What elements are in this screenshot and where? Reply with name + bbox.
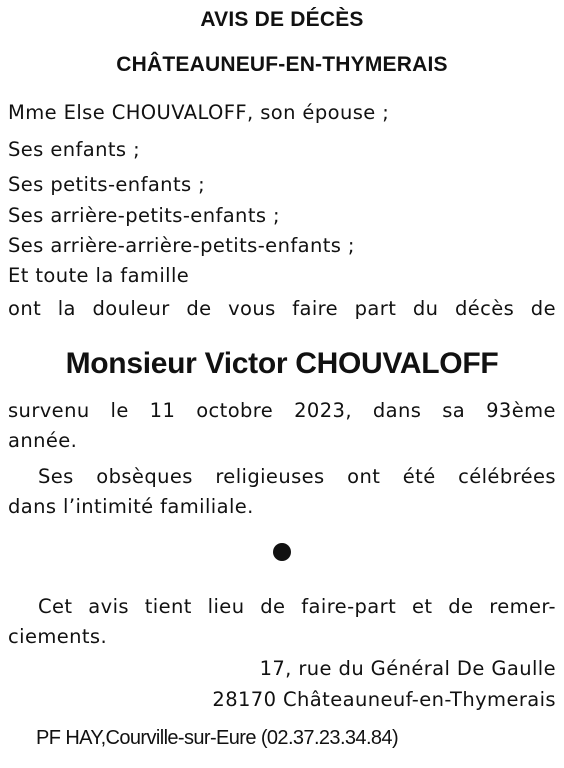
thanks-word: de <box>448 595 474 618</box>
thanks-word: faire-part <box>301 595 397 618</box>
thanks-end-line: ciements. <box>8 625 108 648</box>
separator-dot <box>273 543 291 561</box>
announcement-word: part <box>354 297 397 320</box>
announcement-word: de <box>530 297 556 320</box>
family-line-whole-family: Et toute la famille <box>8 264 190 287</box>
announcement-line <box>8 299 556 319</box>
address-city: 28170 Châteauneuf-en-Thymerais <box>212 688 556 711</box>
death-date-line <box>8 401 556 421</box>
announcement-word: la <box>57 297 76 320</box>
family-line-great-great-grandchildren: Ses arrière-arrière-petits-enfants ; <box>8 234 355 257</box>
death-date-word: 11 <box>149 399 176 422</box>
death-date-word: sa <box>442 399 466 422</box>
funeral-word: obsèques <box>96 465 193 488</box>
death-date-word: survenu <box>8 399 90 422</box>
funeral-word: été <box>402 465 436 488</box>
funeral-word: Ses <box>38 465 74 488</box>
notice-title: AVIS DE DÉCÈS <box>200 8 364 31</box>
announcement-word: décès <box>454 297 515 320</box>
thanks-word: remer- <box>489 595 556 618</box>
announcement-word: du <box>412 297 439 320</box>
family-line-children: Ses enfants ; <box>8 138 141 161</box>
funeral-word: religieuses <box>215 465 325 488</box>
announcement-word: douleur <box>92 297 170 320</box>
funeral-privacy-line: dans l’intimité familiale. <box>8 495 254 518</box>
thanks-word: Cet <box>38 595 73 618</box>
age-line: année. <box>8 429 78 452</box>
announcement-word: faire <box>292 297 339 320</box>
notice-town: CHÂTEAUNEUF-EN-THYMERAIS <box>116 53 448 76</box>
thanks-word: de <box>260 595 286 618</box>
funeral-home-contact: PF HAY,Courville-sur-Eure (02.37.23.34.84) <box>36 727 399 749</box>
thanks-word: lieu <box>207 595 245 618</box>
death-date-word: 93ème <box>486 399 556 422</box>
death-date-word: 2023, <box>294 399 352 422</box>
thanks-word: tient <box>144 595 192 618</box>
death-date-word: le <box>110 399 129 422</box>
announcement-word: de <box>186 297 212 320</box>
thanks-word: avis <box>88 595 129 618</box>
death-date-word: dans <box>372 399 422 422</box>
thanks-line <box>38 597 556 617</box>
announcement-word: vous <box>228 297 276 320</box>
thanks-word: et <box>411 595 433 618</box>
funeral-word: ont <box>347 465 381 488</box>
deceased-name: Monsieur Victor CHOUVALOFF <box>65 347 499 380</box>
address-street: 17, rue du Général De Gaulle <box>259 657 556 680</box>
family-line-grandchildren: Ses petits-enfants ; <box>8 173 206 196</box>
family-line-spouse: Mme Else CHOUVALOFF, son épouse ; <box>8 101 390 124</box>
announcement-word: ont <box>8 297 42 320</box>
death-date-word: octobre <box>196 399 274 422</box>
family-line-great-grandchildren: Ses arrière-petits-enfants ; <box>8 204 280 227</box>
funeral-word: célébrées <box>458 465 556 488</box>
funeral-line <box>38 467 556 487</box>
